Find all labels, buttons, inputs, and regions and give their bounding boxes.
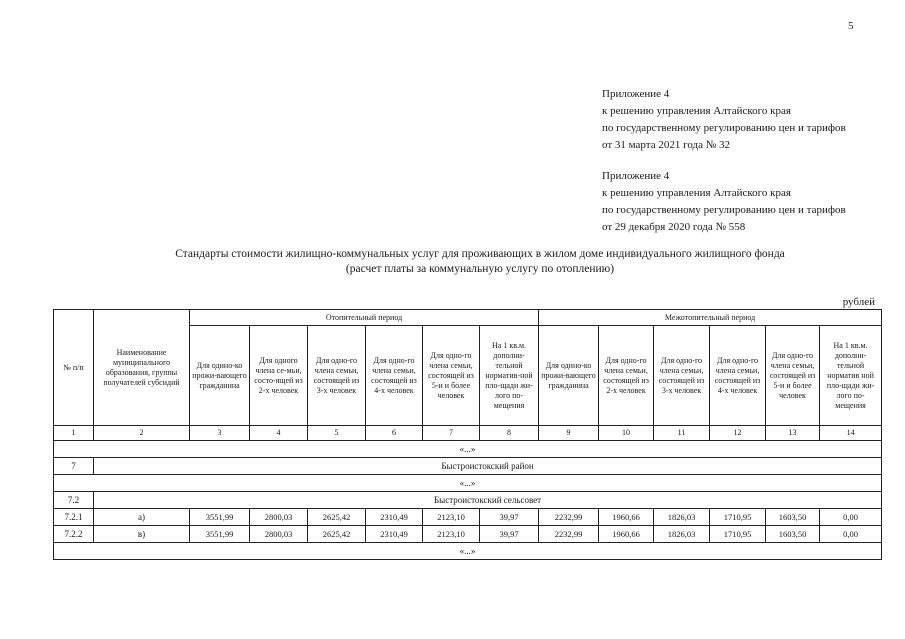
- title-line-2: (расчет платы за коммунальную услугу по отоплению): [345, 263, 615, 275]
- appendix-line: от 31 марта 2021 года № 32: [602, 139, 731, 151]
- appendix-note-2: [602, 168, 846, 236]
- row-number: 7: [54, 458, 94, 475]
- value-cell: 1603,50: [766, 526, 820, 543]
- header-non-heating-col: Для одно-го члена семьи, состоящей из 3-х человек: [654, 326, 710, 426]
- column-number: 13: [766, 426, 820, 441]
- row-number: 7.2: [54, 492, 94, 509]
- header-row-number: № п/п: [54, 310, 94, 426]
- column-number: 11: [654, 426, 710, 441]
- page-number: 5: [848, 20, 854, 32]
- tariff-standards-table: [53, 309, 882, 560]
- section-name: Быстроистокский район: [94, 458, 882, 475]
- header-heating-col: Для одно-го члена семьи, состоящей из 4-х человек: [366, 326, 423, 426]
- value-cell: 2310,49: [366, 526, 423, 543]
- section-row: [54, 458, 882, 475]
- column-number: 14: [820, 426, 882, 441]
- column-number: 6: [366, 426, 423, 441]
- table-row: [54, 526, 882, 543]
- ellipsis-row: [54, 543, 882, 560]
- header-heating-col: Для одно-го члена семьи, состоящей из 5-и и более человек: [423, 326, 480, 426]
- column-number: 4: [250, 426, 308, 441]
- value-cell: 1826,03: [654, 526, 710, 543]
- header-municipality: Наименование муниципального образования, группы получателей субсидий: [94, 310, 190, 426]
- value-cell: 1710,95: [710, 509, 766, 526]
- header-non-heating-col: На 1 кв.м. дополни-тельной норматив ной пло-щади жи-лого по-мещения: [820, 326, 882, 426]
- value-cell: 2123,10: [423, 509, 480, 526]
- column-number-row: [54, 426, 882, 441]
- column-number: 9: [539, 426, 599, 441]
- value-cell: 39,97: [480, 509, 539, 526]
- column-number: 3: [190, 426, 250, 441]
- header-non-heating-col: Для одино-ко прожи-вающего гражданина: [539, 326, 599, 426]
- value-cell: 1960,66: [599, 509, 654, 526]
- column-number: 10: [599, 426, 654, 441]
- value-cell: 0,00: [820, 509, 882, 526]
- value-cell: 1603,50: [766, 509, 820, 526]
- value-cell: 2310,49: [366, 509, 423, 526]
- title-line-1: Стандарты стоимости жилищно-коммунальных услуг для проживающих в жилом доме индивидуального жилищного фонда: [175, 248, 785, 260]
- column-number: 1: [54, 426, 94, 441]
- table-row: [54, 509, 882, 526]
- row-number: 7.2.2: [54, 526, 94, 543]
- ellipsis-row: [54, 441, 882, 458]
- value-cell: 3551,99: [190, 509, 250, 526]
- ellipsis-cell: «...»: [54, 543, 882, 560]
- value-cell: 2123,10: [423, 526, 480, 543]
- column-number: 7: [423, 426, 480, 441]
- appendix-line: к решению управления Алтайского края: [602, 105, 791, 117]
- units-label: рублей: [842, 296, 875, 308]
- value-cell: 2800,03: [250, 526, 308, 543]
- header-non-heating-period: Межотопительный период: [539, 310, 882, 326]
- value-cell: 1710,95: [710, 526, 766, 543]
- header-heating-col: Для одино-ко прожи-вающего гражданина: [190, 326, 250, 426]
- ellipsis-cell: «...»: [54, 441, 882, 458]
- value-cell: 1960,66: [599, 526, 654, 543]
- column-number: 5: [308, 426, 366, 441]
- appendix-line: Приложение 4: [602, 170, 670, 182]
- document-title: [100, 247, 860, 277]
- header-non-heating-col: Для одно-го члена семьи, состоящей из 5-и и более человек: [766, 326, 820, 426]
- appendix-line: Приложение 4: [602, 88, 670, 100]
- header-non-heating-col: Для одно-го члена семьи, состоящей из 4-х человек: [710, 326, 766, 426]
- column-number: 8: [480, 426, 539, 441]
- header-heating-col: Для одного члена се-мьи, состо-ящей из 2-х человек: [250, 326, 308, 426]
- value-cell: 2625,42: [308, 526, 366, 543]
- section-name: Быстроистокский сельсовет: [94, 492, 882, 509]
- appendix-line: по государственному регулированию цен и тарифов: [602, 204, 846, 216]
- header-heating-col: Для одно-го члена семьи, состоящей из 3-х человек: [308, 326, 366, 426]
- header-heating-col: На 1 кв.м. дополни-тельной норматив-ной пло-щади жи-лого по-мещения: [480, 326, 539, 426]
- row-group: в): [94, 526, 190, 543]
- value-cell: 2800,03: [250, 509, 308, 526]
- row-group: а): [94, 509, 190, 526]
- ellipsis-row: [54, 475, 882, 492]
- row-number: 7.2.1: [54, 509, 94, 526]
- appendix-line: от 29 декабря 2020 года № 558: [602, 221, 746, 233]
- section-row: [54, 492, 882, 509]
- value-cell: 2232,99: [539, 509, 599, 526]
- value-cell: 2625,42: [308, 509, 366, 526]
- value-cell: 39,97: [480, 526, 539, 543]
- appendix-line: к решению управления Алтайского края: [602, 187, 791, 199]
- header-non-heating-col: Для одно-го члена семьи, состоящей из 2-х человек: [599, 326, 654, 426]
- appendix-line: по государственному регулированию цен и тарифов: [602, 122, 846, 134]
- value-cell: 1826,03: [654, 509, 710, 526]
- column-number: 2: [94, 426, 190, 441]
- column-number: 12: [710, 426, 766, 441]
- ellipsis-cell: «...»: [54, 475, 882, 492]
- header-heating-period: Отопительный период: [190, 310, 539, 326]
- value-cell: 2232,99: [539, 526, 599, 543]
- value-cell: 3551,99: [190, 526, 250, 543]
- value-cell: 0,00: [820, 526, 882, 543]
- appendix-note-1: [602, 86, 846, 154]
